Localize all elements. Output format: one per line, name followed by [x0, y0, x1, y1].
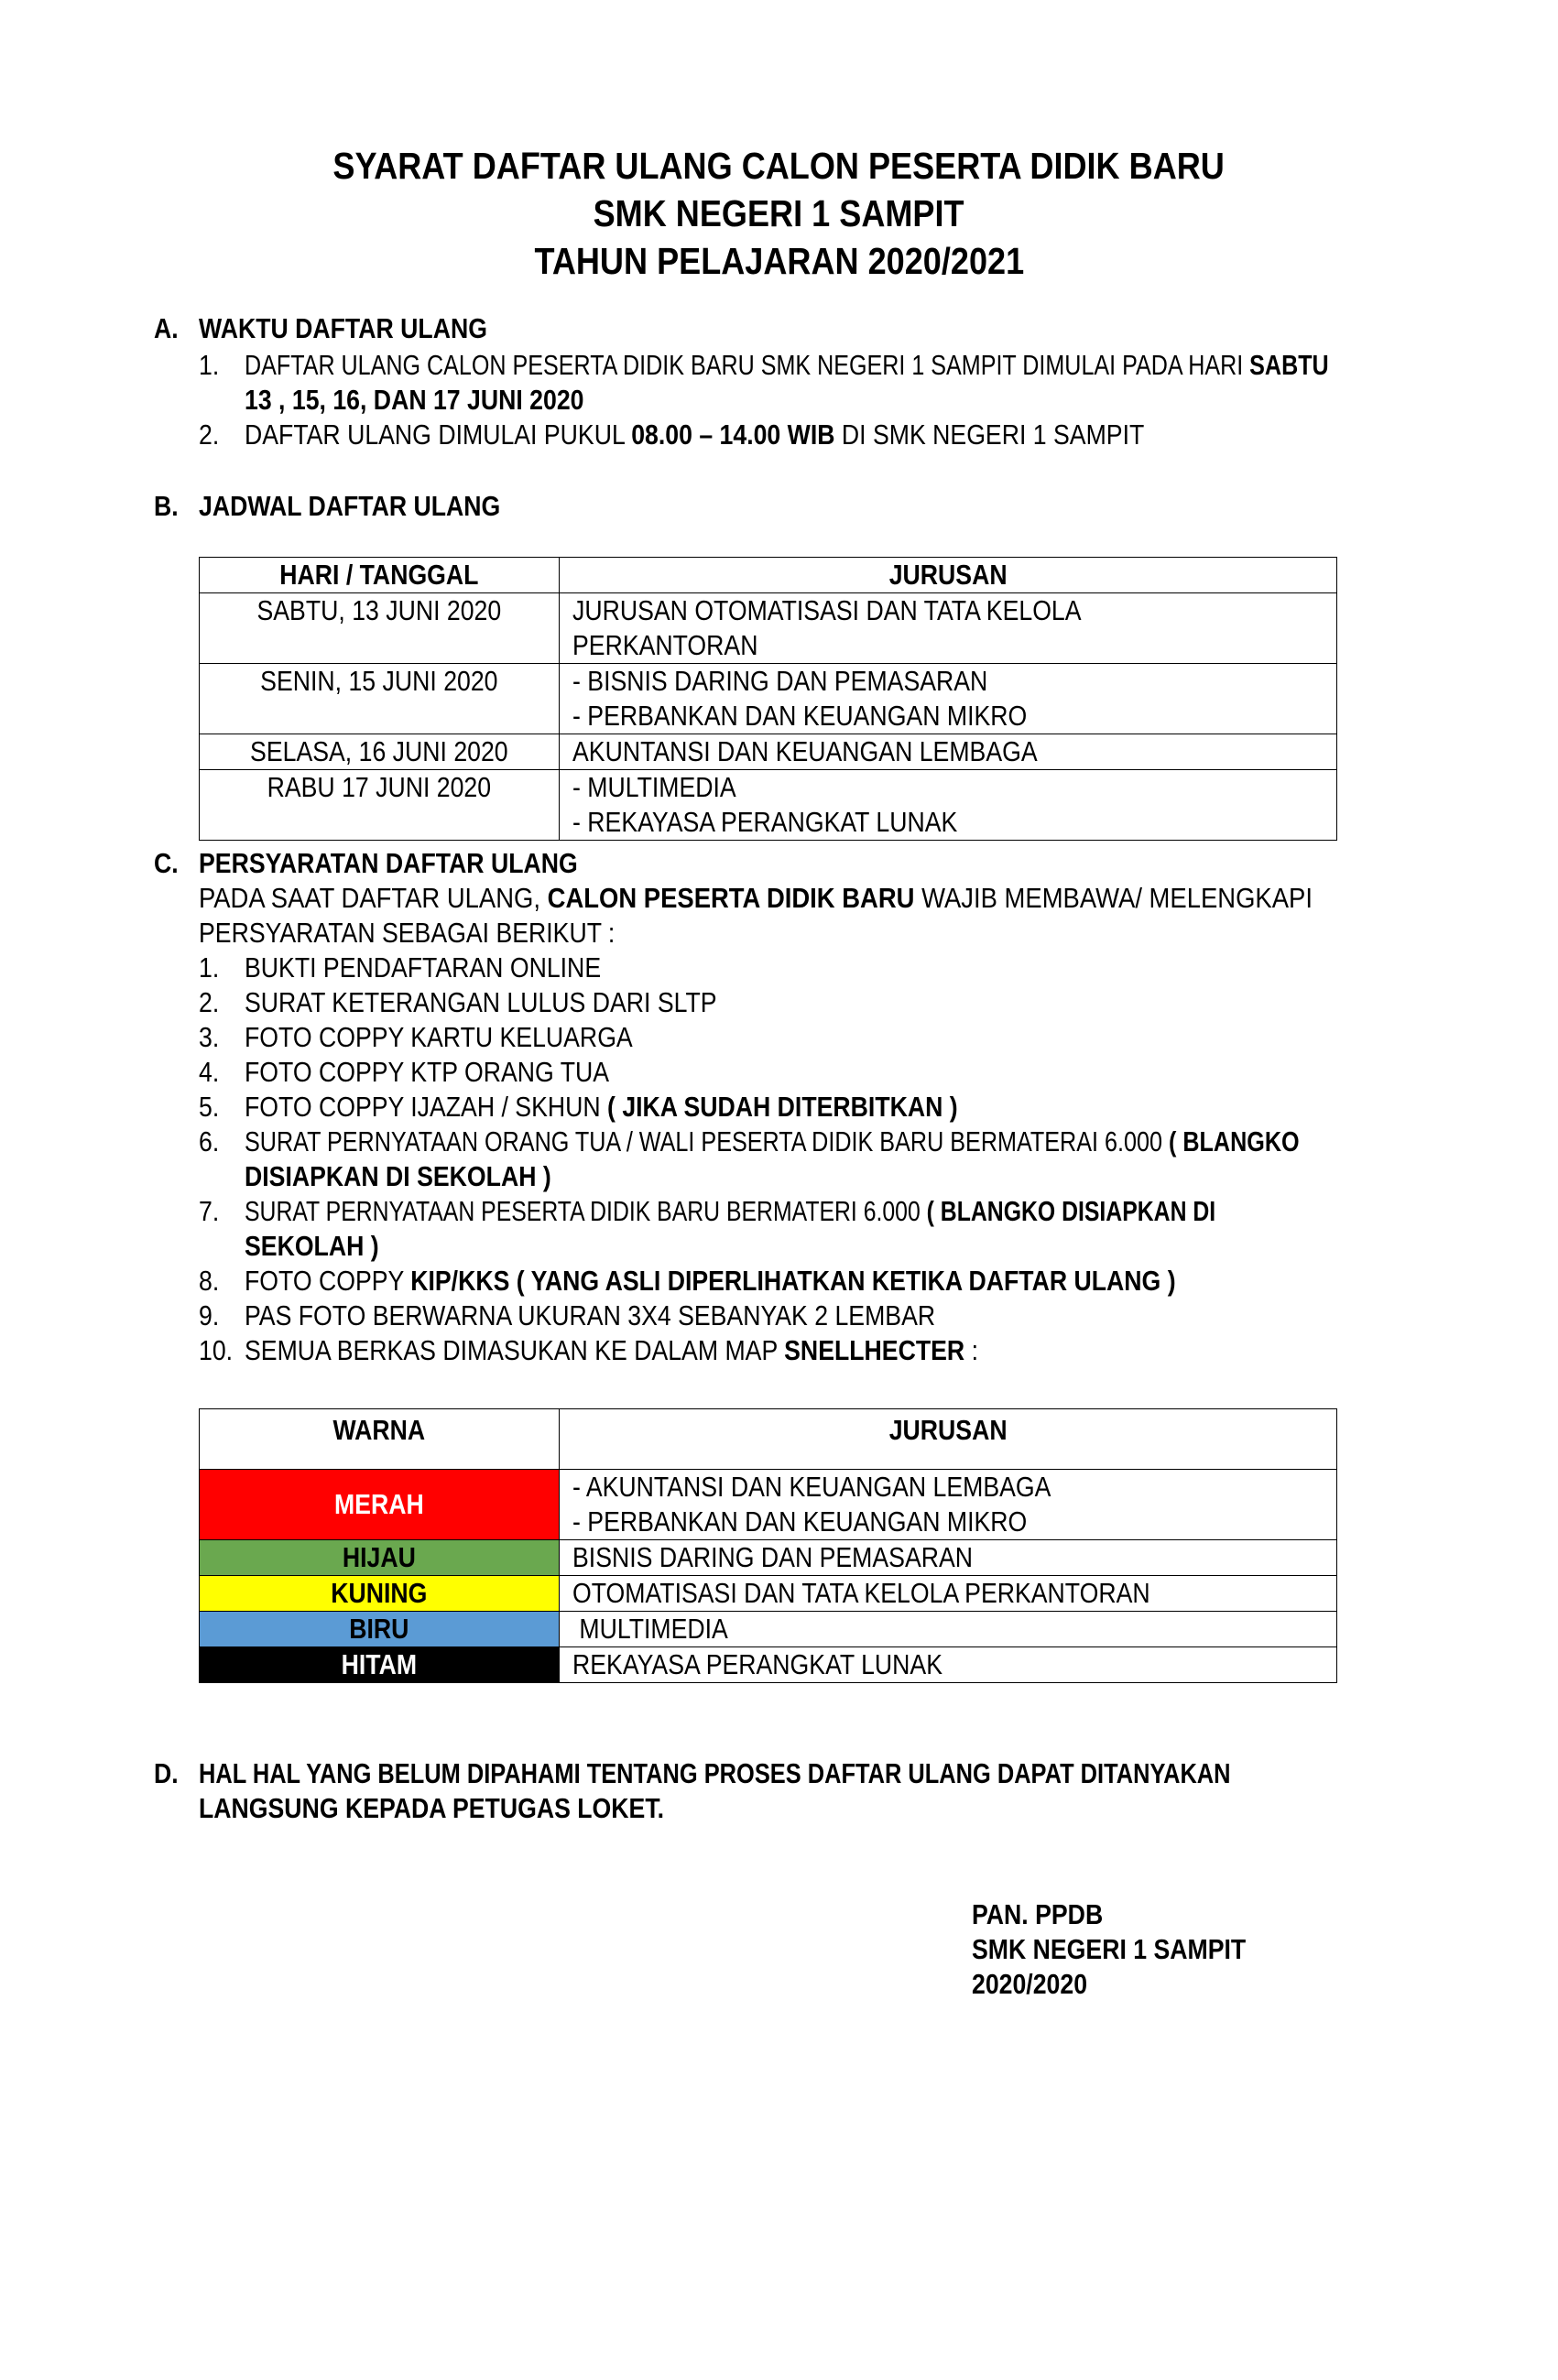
schedule-row [200, 593, 1337, 664]
section-d-letter: D. [154, 1757, 179, 1789]
schedule-major: AKUNTANSI DAN KEUANGAN LEMBAGA [559, 734, 1336, 770]
requirement-number: 6. [199, 1125, 220, 1157]
section-a-heading: WAKTU DAFTAR ULANG [199, 312, 487, 344]
color-row [200, 1470, 1337, 1540]
schedule-day: RABU 17 JUNI 2020 [200, 770, 560, 841]
section-c-intro-line-1: PADA SAAT DAFTAR ULANG, CALON PESERTA DIDIK BARU WAJIB MEMBAWA/ MELENGKAPI [199, 882, 1313, 914]
section-d-line-2: LANGSUNG KEPADA PETUGAS LOKET. [199, 1792, 665, 1824]
requirement-item: FOTO COPPY KARTU KELUARGA [245, 1021, 633, 1053]
requirement-item: FOTO COPPY KIP/KKS ( YANG ASLI DIPERLIHATKAN KETIKA DAFTAR ULANG ) [245, 1265, 1176, 1297]
requirement-number: 3. [199, 1021, 220, 1053]
requirement-item: FOTO COPPY KTP ORANG TUA [245, 1056, 610, 1088]
title-line-3: TAHUN PELAJARAN 2020/2021 [534, 240, 1024, 282]
color-major: OTOMATISASI DAN TATA KELOLA PERKANTORAN [559, 1576, 1336, 1612]
signature-line-3: 2020/2020 [972, 1968, 1088, 2000]
requirement-item: SURAT PERNYATAAN ORANG TUA / WALI PESERTA DIDIK BARU BERMATERAI 6.000 ( BLANGKO [245, 1125, 1300, 1157]
section-b-letter: B. [154, 490, 179, 522]
section-a-item-2-number: 2. [199, 418, 220, 451]
color-swatch-black: HITAM [200, 1647, 560, 1683]
requirement-number: 5. [199, 1091, 220, 1123]
section-b-heading: JADWAL DAFTAR ULANG [199, 490, 501, 522]
schedule-row [200, 664, 1337, 734]
color-swatch-blue: BIRU [200, 1612, 560, 1647]
folder-color-table [199, 1408, 1337, 1683]
signature-line-2: SMK NEGERI 1 SAMPIT [972, 1933, 1247, 1965]
color-row [200, 1647, 1337, 1683]
section-a-item-1-number: 1. [199, 349, 220, 381]
color-major: MULTIMEDIA [559, 1612, 1336, 1647]
color-row [200, 1540, 1337, 1576]
title-line-1: SYARAT DAFTAR ULANG CALON PESERTA DIDIK BARU [332, 145, 1226, 187]
section-c-intro-line-2: PERSYARATAN SEBAGAI BERIKUT : [199, 917, 616, 949]
requirement-item: FOTO COPPY IJAZAH / SKHUN ( JIKA SUDAH DITERBITKAN ) [245, 1091, 958, 1123]
schedule-header-major: JURUSAN [559, 558, 1336, 593]
requirement-number: 1. [199, 951, 220, 984]
schedule-row [200, 734, 1337, 770]
requirement-number: 8. [199, 1265, 220, 1297]
section-d-line-1: HAL HAL YANG BELUM DIPAHAMI TENTANG PROSES DAFTAR ULANG DAPAT DITANYAKAN [199, 1757, 1231, 1789]
section-a-item-1: DAFTAR ULANG CALON PESERTA DIDIK BARU SMK NEGERI 1 SAMPIT DIMULAI PADA HARI SABTU [245, 349, 1329, 381]
section-a-letter: A. [154, 312, 179, 344]
signature-line-1: PAN. PPDB [972, 1898, 1104, 1930]
color-swatch-red: MERAH [200, 1470, 560, 1540]
schedule-table [199, 557, 1337, 841]
requirement-number: 2. [199, 986, 220, 1018]
color-row [200, 1576, 1337, 1612]
schedule-day: SABTU, 13 JUNI 2020 [200, 593, 560, 664]
schedule-major: - MULTIMEDIA - REKAYASA PERANGKAT LUNAK [559, 770, 1336, 841]
requirement-number: 7. [199, 1195, 220, 1227]
color-header-major: JURUSAN [559, 1409, 1336, 1470]
schedule-header-day: HARI / TANGGAL [200, 558, 560, 593]
requirement-number: 10. [199, 1334, 234, 1366]
requirement-item: BUKTI PENDAFTARAN ONLINE [245, 951, 602, 984]
requirement-number: 4. [199, 1056, 220, 1088]
section-a-item-1-dates: 13 , 15, 16, DAN 17 JUNI 2020 [245, 384, 584, 416]
title-line-2: SMK NEGERI 1 SAMPIT [594, 192, 964, 234]
color-swatch-green: HIJAU [200, 1540, 560, 1576]
color-major: BISNIS DARING DAN PEMASARAN [559, 1540, 1336, 1576]
schedule-major: JURUSAN OTOMATISASI DAN TATA KELOLA PERKANTORAN [559, 593, 1336, 664]
requirement-number: 9. [199, 1299, 220, 1331]
color-major: REKAYASA PERANGKAT LUNAK [559, 1647, 1336, 1683]
color-swatch-yellow: KUNING [200, 1576, 560, 1612]
schedule-major: - BISNIS DARING DAN PEMASARAN - PERBANKAN DAN KEUANGAN MIKRO [559, 664, 1336, 734]
schedule-day: SELASA, 16 JUNI 2020 [200, 734, 560, 770]
section-c-letter: C. [154, 847, 179, 879]
color-major: - AKUNTANSI DAN KEUANGAN LEMBAGA - PERBANKAN DAN KEUANGAN MIKRO [559, 1470, 1336, 1540]
requirement-item: SURAT KETERANGAN LULUS DARI SLTP [245, 986, 717, 1018]
color-header-color: WARNA [200, 1409, 560, 1470]
requirement-item: SURAT PERNYATAAN PESERTA DIDIK BARU BERMATERI 6.000 ( BLANGKO DISIAPKAN DI [245, 1195, 1216, 1227]
color-row [200, 1612, 1337, 1647]
schedule-day: SENIN, 15 JUNI 2020 [200, 664, 560, 734]
requirement-item-continued: DISIAPKAN DI SEKOLAH ) [245, 1160, 551, 1192]
section-c-heading: PERSYARATAN DAFTAR ULANG [199, 847, 578, 879]
requirement-item: PAS FOTO BERWARNA UKURAN 3X4 SEBANYAK 2 LEMBAR [245, 1299, 936, 1331]
requirement-item: SEMUA BERKAS DIMASUKAN KE DALAM MAP SNELLHECTER : [245, 1334, 978, 1366]
schedule-row [200, 770, 1337, 841]
requirement-item-continued: SEKOLAH ) [245, 1230, 379, 1262]
section-a-item-2: DAFTAR ULANG DIMULAI PUKUL 08.00 – 14.00 WIB DI SMK NEGERI 1 SAMPIT [245, 418, 1145, 451]
